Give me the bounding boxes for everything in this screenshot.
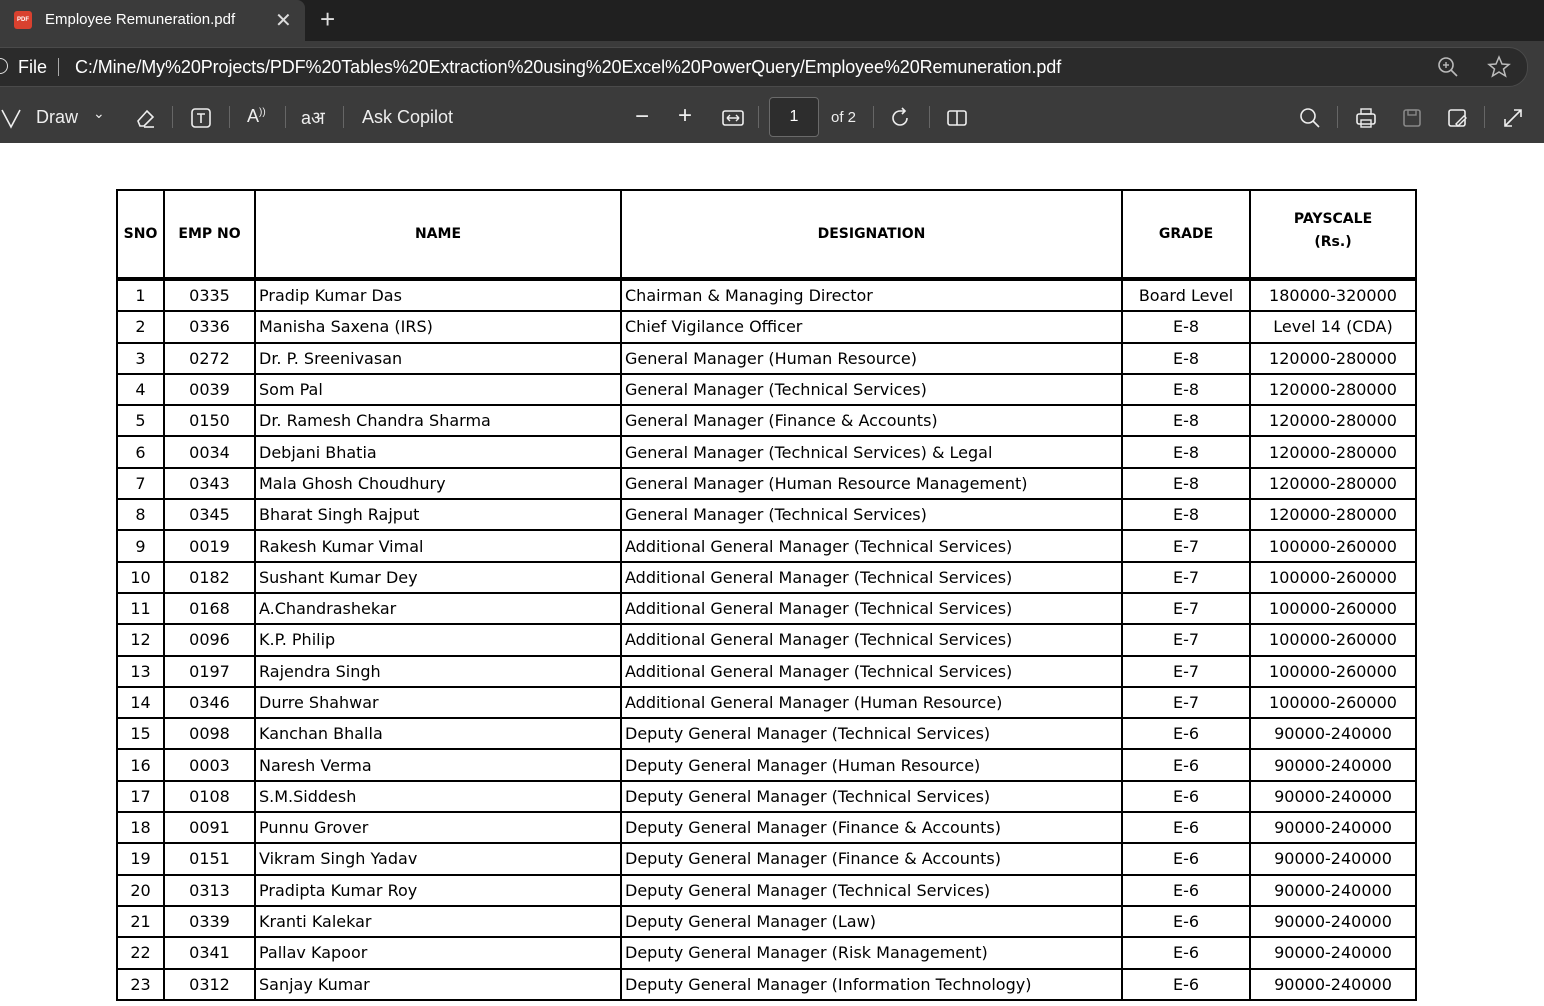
cell-sno: 23: [117, 969, 164, 1000]
cell-grade: E-6: [1122, 937, 1250, 968]
payscale-line1: PAYSCALE: [1293, 211, 1373, 227]
cell-grade: E-6: [1122, 749, 1250, 780]
payscale-line2: (Rs.): [1314, 234, 1352, 250]
table-row: [117, 624, 1416, 655]
cell-name: Pradipta Kumar Roy: [255, 875, 621, 906]
cell-designation: General Manager (Technical Services): [621, 499, 1122, 530]
cell-emp-no: 0091: [164, 812, 255, 843]
table-row: [117, 843, 1416, 874]
draw-button[interactable]: Draw: [36, 107, 79, 127]
cell-name: Rakesh Kumar Vimal: [255, 530, 621, 561]
cell-sno: 15: [117, 718, 164, 749]
table-row: [117, 656, 1416, 687]
cell-sno: 3: [117, 343, 164, 374]
save-icon[interactable]: [1401, 107, 1423, 129]
cell-designation: Deputy General Manager (Finance & Accounts): [621, 812, 1122, 843]
cell-grade: E-6: [1122, 875, 1250, 906]
cell-name: Naresh Verma: [255, 749, 621, 780]
cell-grade: E-7: [1122, 624, 1250, 655]
cell-grade: E-6: [1122, 781, 1250, 812]
cell-designation: Additional General Manager (Technical Services): [621, 562, 1122, 593]
cell-name: Vikram Singh Yadav: [255, 843, 621, 874]
cell-sno: 21: [117, 906, 164, 937]
cell-sno: 9: [117, 530, 164, 561]
cell-designation: General Manager (Technical Services): [621, 374, 1122, 405]
cell-emp-no: 0096: [164, 624, 255, 655]
table-row: [117, 969, 1416, 1000]
cell-name: Rajendra Singh: [255, 656, 621, 687]
cell-emp-no: 0313: [164, 875, 255, 906]
table-row: [117, 906, 1416, 937]
cell-name: Debjani Bhatia: [255, 436, 621, 467]
cell-payscale: 120000-280000: [1250, 436, 1416, 467]
table-row: [117, 593, 1416, 624]
tab-title: Employee Remuneration.pdf: [45, 11, 236, 28]
cell-designation: General Manager (Human Resource Management): [621, 468, 1122, 499]
cell-designation: Deputy General Manager (Law): [621, 906, 1122, 937]
cell-name: K.P. Philip: [255, 624, 621, 655]
cell-grade: E-7: [1122, 562, 1250, 593]
cell-emp-no: 0345: [164, 499, 255, 530]
header-name: NAME: [255, 190, 621, 279]
cell-sno: 2: [117, 311, 164, 342]
cell-grade: E-8: [1122, 343, 1250, 374]
table-row: [117, 343, 1416, 374]
table-row: [117, 499, 1416, 530]
cell-grade: E-8: [1122, 374, 1250, 405]
print-icon[interactable]: [1355, 107, 1377, 129]
cell-payscale: 100000-260000: [1250, 530, 1416, 561]
text-box-icon[interactable]: [190, 107, 212, 129]
cell-sno: 20: [117, 875, 164, 906]
cell-payscale: 100000-260000: [1250, 593, 1416, 624]
cell-payscale: 100000-260000: [1250, 687, 1416, 718]
cell-sno: 6: [117, 436, 164, 467]
cell-payscale: 90000-240000: [1250, 969, 1416, 1000]
cell-grade: E-8: [1122, 405, 1250, 436]
cell-sno: 12: [117, 624, 164, 655]
cell-payscale: 90000-240000: [1250, 781, 1416, 812]
cell-emp-no: 0168: [164, 593, 255, 624]
header-sno: SNO: [117, 190, 164, 279]
header-grade: GRADE: [1122, 190, 1250, 279]
cell-emp-no: 0272: [164, 343, 255, 374]
cell-name: A.Chandrashekar: [255, 593, 621, 624]
address-divider: [58, 58, 59, 76]
cell-emp-no: 0335: [164, 279, 255, 311]
cell-designation: Deputy General Manager (Technical Services): [621, 718, 1122, 749]
cell-designation: Deputy General Manager (Technical Services): [621, 875, 1122, 906]
cell-name: Punnu Grover: [255, 812, 621, 843]
eraser-icon[interactable]: [134, 107, 156, 129]
ask-copilot-button[interactable]: Ask Copilot: [362, 107, 454, 127]
cell-sno: 10: [117, 562, 164, 593]
fit-width-icon[interactable]: [722, 108, 744, 128]
table-row: [117, 530, 1416, 561]
cell-grade: E-8: [1122, 436, 1250, 467]
read-aloud-icon[interactable]: A)): [247, 106, 266, 126]
cell-emp-no: 0312: [164, 969, 255, 1000]
page-view-icon[interactable]: [946, 107, 968, 129]
cell-grade: E-6: [1122, 969, 1250, 1000]
cell-payscale: 90000-240000: [1250, 812, 1416, 843]
cell-designation: Additional General Manager (Human Resource): [621, 687, 1122, 718]
cell-emp-no: 0034: [164, 436, 255, 467]
cell-designation: Additional General Manager (Technical Services): [621, 656, 1122, 687]
cell-emp-no: 0150: [164, 405, 255, 436]
cell-designation: Additional General Manager (Technical Services): [621, 624, 1122, 655]
cell-emp-no: 0341: [164, 937, 255, 968]
cell-name: Durre Shahwar: [255, 687, 621, 718]
cell-payscale: 90000-240000: [1250, 718, 1416, 749]
draw-icon[interactable]: [0, 107, 22, 129]
cell-sno: 14: [117, 687, 164, 718]
cell-payscale: 90000-240000: [1250, 749, 1416, 780]
cell-grade: E-7: [1122, 687, 1250, 718]
page-total: of 2: [831, 109, 857, 126]
cell-payscale: 100000-260000: [1250, 562, 1416, 593]
zoom-in-icon[interactable]: +: [678, 102, 693, 129]
cell-designation: General Manager (Technical Services) & Legal: [621, 436, 1122, 467]
cell-payscale: 90000-240000: [1250, 937, 1416, 968]
table-row: [117, 405, 1416, 436]
table-row: [117, 311, 1416, 342]
cell-payscale: 100000-260000: [1250, 656, 1416, 687]
table-row: [117, 749, 1416, 780]
cell-designation: Additional General Manager (Technical Services): [621, 530, 1122, 561]
cell-emp-no: 0003: [164, 749, 255, 780]
scheme-label: File: [18, 57, 48, 77]
cell-designation: Deputy General Manager (Risk Management): [621, 937, 1122, 968]
cell-payscale: 120000-280000: [1250, 499, 1416, 530]
cell-grade: E-8: [1122, 499, 1250, 530]
header-payscale: [1250, 190, 1416, 279]
chevron-down-icon[interactable]: ⌄: [93, 105, 105, 121]
cell-designation: Chairman & Managing Director: [621, 279, 1122, 311]
cell-payscale: 120000-280000: [1250, 468, 1416, 499]
cell-sno: 17: [117, 781, 164, 812]
pdf-page: [0, 143, 1544, 1006]
header-designation: DESIGNATION: [621, 190, 1122, 279]
cell-grade: E-7: [1122, 530, 1250, 561]
cell-payscale: 180000-320000: [1250, 279, 1416, 311]
table-row: [117, 562, 1416, 593]
cell-grade: E-6: [1122, 906, 1250, 937]
fullscreen-icon[interactable]: [1502, 107, 1524, 129]
cell-emp-no: 0346: [164, 687, 255, 718]
cell-name: S.M.Siddesh: [255, 781, 621, 812]
cell-name: Som Pal: [255, 374, 621, 405]
cell-payscale: 120000-280000: [1250, 405, 1416, 436]
cell-sno: 8: [117, 499, 164, 530]
cell-emp-no: 0108: [164, 781, 255, 812]
cell-sno: 13: [117, 656, 164, 687]
cell-designation: Deputy General Manager (Human Resource): [621, 749, 1122, 780]
table-row: [117, 718, 1416, 749]
table-row: [117, 781, 1416, 812]
url-text[interactable]: C:/Mine/My%20Projects/PDF%20Tables%20Extraction%20using%20Excel%20PowerQuery/Employee%20Remuneration.pdf: [75, 57, 1062, 77]
table-header-row: [117, 190, 1416, 279]
cell-name: Kranti Kalekar: [255, 906, 621, 937]
cell-name: Dr. Ramesh Chandra Sharma: [255, 405, 621, 436]
cell-sno: 19: [117, 843, 164, 874]
cell-payscale: 120000-280000: [1250, 374, 1416, 405]
cell-grade: E-6: [1122, 843, 1250, 874]
tab-strip: [0, 0, 1544, 41]
new-tab-button[interactable]: +: [320, 4, 336, 34]
cell-designation: General Manager (Finance & Accounts): [621, 405, 1122, 436]
table-row: [117, 374, 1416, 405]
cell-payscale: 100000-260000: [1250, 624, 1416, 655]
cell-emp-no: 0336: [164, 311, 255, 342]
cell-sno: 1: [117, 279, 164, 311]
cell-sno: 18: [117, 812, 164, 843]
rotate-icon[interactable]: [889, 107, 911, 129]
cell-emp-no: 0039: [164, 374, 255, 405]
favorite-star-icon[interactable]: [1487, 55, 1511, 79]
table-row: [117, 937, 1416, 968]
header-emp-no: EMP NO: [164, 190, 255, 279]
cell-emp-no: 0339: [164, 906, 255, 937]
cell-payscale: 90000-240000: [1250, 906, 1416, 937]
cell-grade: E-6: [1122, 718, 1250, 749]
cell-sno: 11: [117, 593, 164, 624]
cell-designation: Additional General Manager (Technical Services): [621, 593, 1122, 624]
pdf-toolbar: [0, 93, 1544, 143]
cell-sno: 4: [117, 374, 164, 405]
table-row: [117, 468, 1416, 499]
cell-name: Bharat Singh Rajput: [255, 499, 621, 530]
cell-payscale: 90000-240000: [1250, 843, 1416, 874]
cell-name: Dr. P. Sreenivasan: [255, 343, 621, 374]
cell-emp-no: 0151: [164, 843, 255, 874]
cell-emp-no: 0343: [164, 468, 255, 499]
employee-table: [116, 189, 1417, 1001]
table-row: [117, 436, 1416, 467]
cell-name: Mala Ghosh Choudhury: [255, 468, 621, 499]
cell-grade: E-7: [1122, 656, 1250, 687]
cell-sno: 5: [117, 405, 164, 436]
tab-active[interactable]: [0, 0, 305, 41]
search-icon[interactable]: [1299, 107, 1321, 129]
cell-grade: E-6: [1122, 812, 1250, 843]
cell-emp-no: 0197: [164, 656, 255, 687]
table-row: [117, 687, 1416, 718]
cell-name: Sushant Kumar Dey: [255, 562, 621, 593]
cell-designation: Deputy General Manager (Finance & Accounts): [621, 843, 1122, 874]
cell-sno: 7: [117, 468, 164, 499]
cell-sno: 22: [117, 937, 164, 968]
save-as-icon[interactable]: [1446, 107, 1468, 129]
cell-payscale: Level 14 (CDA): [1250, 311, 1416, 342]
cell-name: Manisha Saxena (IRS): [255, 311, 621, 342]
page-number-input[interactable]: 1: [769, 97, 819, 137]
table-row: [117, 812, 1416, 843]
translate-icon[interactable]: aअ: [301, 108, 325, 128]
cell-sno: 16: [117, 749, 164, 780]
cell-grade: E-8: [1122, 468, 1250, 499]
cell-designation: General Manager (Human Resource): [621, 343, 1122, 374]
cell-grade: E-7: [1122, 593, 1250, 624]
cell-designation: Chief Vigilance Officer: [621, 311, 1122, 342]
table-row: [117, 875, 1416, 906]
close-tab-icon[interactable]: ✕: [275, 10, 292, 32]
cell-name: Sanjay Kumar: [255, 969, 621, 1000]
cell-grade: Board Level: [1122, 279, 1250, 311]
table-row: [117, 279, 1416, 311]
zoom-icon[interactable]: [1437, 56, 1459, 78]
cell-designation: Deputy General Manager (Information Technology): [621, 969, 1122, 1000]
cell-payscale: 90000-240000: [1250, 875, 1416, 906]
cell-emp-no: 0019: [164, 530, 255, 561]
cell-name: Pradip Kumar Das: [255, 279, 621, 311]
cell-payscale: 120000-280000: [1250, 343, 1416, 374]
cell-name: Pallav Kapoor: [255, 937, 621, 968]
address-bar-row: [0, 41, 1544, 93]
zoom-out-icon[interactable]: −: [635, 103, 650, 130]
cell-grade: E-8: [1122, 311, 1250, 342]
cell-name: Kanchan Bhalla: [255, 718, 621, 749]
cell-designation: Deputy General Manager (Technical Services): [621, 781, 1122, 812]
cell-emp-no: 0098: [164, 718, 255, 749]
cell-emp-no: 0182: [164, 562, 255, 593]
pdf-icon: PDF: [14, 11, 32, 29]
